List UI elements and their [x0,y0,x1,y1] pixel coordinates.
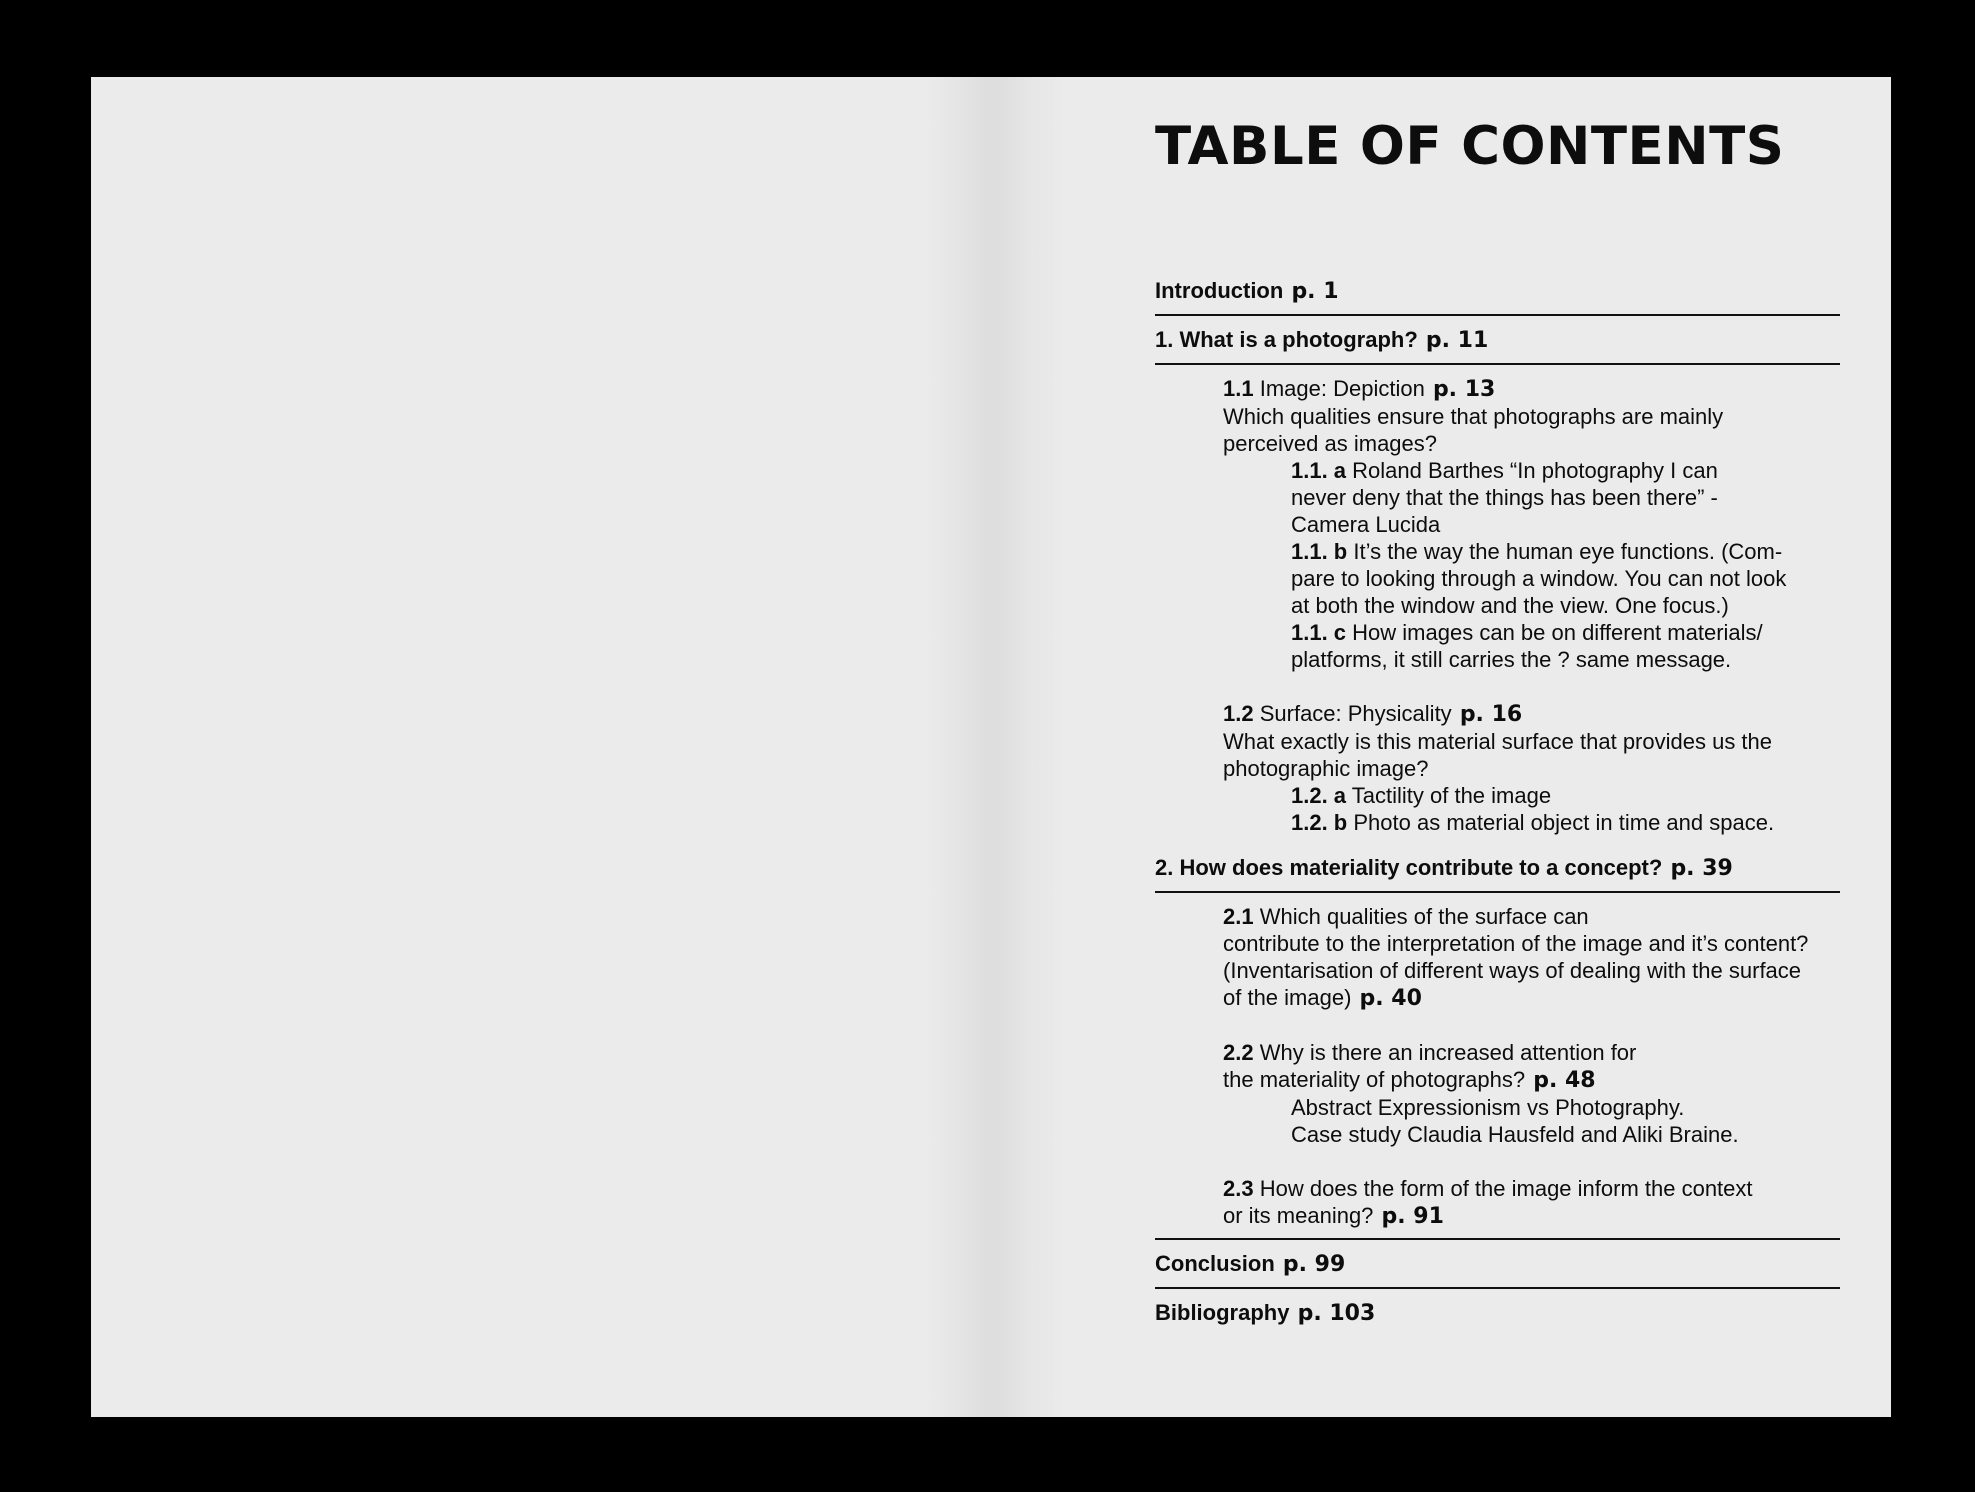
section-number: 2.3 [1223,1176,1254,1201]
section-number: 1.2 [1223,701,1254,726]
page-ref: p. 91 [1381,1204,1444,1229]
section-description-line: of the image) [1223,985,1352,1010]
subsection-text: Case study Claudia Hausfeld and Aliki Braine. [1291,1122,1739,1147]
section-description-line: perceived as images? [1223,431,1438,456]
subsection-number: 1.1. a [1291,458,1347,483]
toc-entry-bibliography [1155,1289,1840,1336]
book-spread [91,77,1891,1417]
section-number: 2.2 [1223,1040,1254,1065]
page-ref: p. 103 [1297,1301,1376,1326]
section-description-line: (Inventarisation of different ways of dealing with the surface [1223,958,1802,983]
toc-entry-introduction [1155,267,1840,314]
entry-label: 2. How does materiality contribute to a concept? [1155,855,1663,880]
subsection-text: pare to looking through a window. You can not look [1291,566,1787,591]
left-page-blank [91,77,991,1417]
toc-entry-2-3 [1223,1175,1840,1230]
toc-entry-2-1 [1223,903,1840,1012]
subsection-number: 1.1. b [1291,539,1348,564]
entry-label: 1. What is a photograph? [1155,327,1418,352]
subsection-text: Camera Lucida [1291,512,1441,537]
toc-entry-chapter-1 [1155,316,1840,363]
toc-entry-1-2-a [1223,782,1840,809]
subsection-text: never deny that the things has been there” - [1291,485,1718,510]
section-label: Why is there an increased attention for [1259,1040,1637,1065]
subsection-text: Abstract Expressionism vs Photography. [1291,1095,1685,1120]
subsection-text: How images can be on different materials/ [1352,620,1763,645]
section-description-line: Which qualities ensure that photographs are mainly [1223,404,1724,429]
toc-entry-2-2 [1223,1039,1840,1148]
toc-entry-1-1 [1223,375,1840,673]
table-of-contents [1155,117,1840,1336]
right-page [991,77,1891,1417]
toc-entry-1-1-b [1223,538,1840,619]
toc-title: TABLE OF CONTENTS [1155,116,1785,177]
section-number: 2.1 [1223,904,1254,929]
page-ref: p. 1 [1291,279,1339,304]
entry-label: Introduction [1155,278,1284,303]
section-label: How does the form of the image inform the context [1259,1176,1753,1201]
subsection-text: Tactility of the image [1351,783,1552,808]
entry-label: Bibliography [1155,1300,1290,1325]
subsection-text: It’s the way the human eye functions. (Com- [1353,539,1783,564]
subsection-text: Photo as material object in time and space. [1353,810,1775,835]
section-description-line: What exactly is this material surface that provides us the [1223,729,1773,754]
toc-entry-1-2-b [1223,809,1840,836]
entry-label: Conclusion [1155,1251,1275,1276]
subsection-text: at both the window and the view. One focus.) [1291,593,1729,618]
toc-entry-1-1-c [1223,619,1840,673]
toc-entry-1-2 [1223,700,1840,836]
section-label: Surface: Physicality [1259,701,1452,726]
subsection-text: platforms, it still carries the ? same message. [1291,647,1732,672]
toc-entry-conclusion [1155,1240,1840,1287]
subsection-text: Roland Barthes “In photography I can [1352,458,1718,483]
section-number: 1.1 [1223,376,1254,401]
subsection-number: 1.2. b [1291,810,1348,835]
chapter-2-sections [1155,893,1840,1230]
section-label: Which qualities of the surface can [1259,904,1589,929]
section-description-line: photographic image? [1223,756,1429,781]
page-ref: p. 16 [1459,702,1523,727]
page-ref: p. 11 [1425,328,1489,353]
toc-entry-1-1-a [1223,457,1840,538]
subsection-number: 1.1. c [1291,620,1347,645]
section-description-line: the materiality of photographs? [1223,1067,1526,1092]
subsection-number: 1.2. a [1291,783,1347,808]
page-ref: p. 13 [1432,377,1496,402]
page-ref: p. 40 [1359,986,1422,1011]
section-label: Image: Depiction [1259,376,1425,401]
page-ref: p. 99 [1282,1252,1346,1277]
section-description-line: contribute to the interpretation of the image and it’s content? [1223,931,1809,956]
page-ref: p. 39 [1670,856,1733,881]
toc-entry-chapter-2 [1155,844,1840,891]
chapter-1-sections [1155,365,1840,836]
section-description-line: or its meaning? [1223,1203,1374,1228]
page-ref: p. 48 [1533,1068,1596,1093]
